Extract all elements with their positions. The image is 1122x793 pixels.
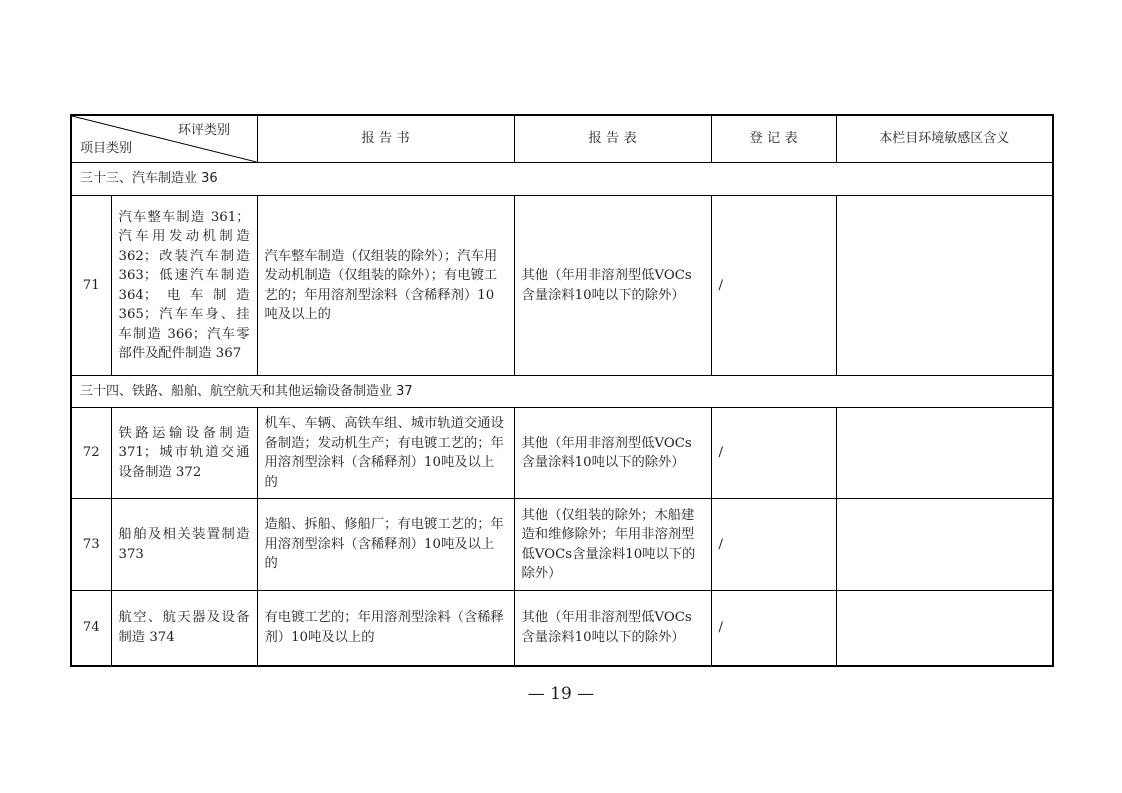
table-row [71,591,1053,666]
report-book-cell: 造船、拆船、修船厂；有电镀工艺的；年用溶剂型涂料（含稀释剂）10吨及以上的 [257,499,514,591]
environmental-assessment-category-table [70,114,1054,667]
table-header-row [71,115,1053,163]
column-header-registration-form: 登 记 表 [711,115,836,163]
column-header-sensitive-area: 本栏目环境敏感区含义 [836,115,1053,163]
section-heading: 三十四、铁路、船舶、航空航天和其他运输设备制造业 37 [71,376,1053,408]
registration-form-cell: / [711,196,836,376]
project-category-cell: 汽车整车制造 361；汽车用发动机制造 362；改装汽车制造 363；低速汽车制造 364；电车制造 365；汽车车身、挂车制造 366；汽车零部件及配件制造 367 [111,196,257,376]
report-form-cell: 其他（年用非溶剂型低VOCs含量涂料10吨以下的除外） [514,591,711,666]
row-number: 73 [71,499,111,591]
row-number: 72 [71,408,111,499]
project-category-cell: 船舶及相关装置制造 373 [111,499,257,591]
row-number: 71 [71,196,111,376]
row-number: 74 [71,591,111,666]
sensitive-area-cell [836,196,1053,376]
column-header-report-book: 报 告 书 [257,115,514,163]
report-form-cell: 其他（年用非溶剂型低VOCs含量涂料10吨以下的除外） [514,408,711,499]
page-number: — 19 — [527,684,595,704]
table-row [71,499,1053,591]
sensitive-area-cell [836,499,1053,591]
table-row [71,196,1053,376]
registration-form-cell: / [711,591,836,666]
registration-form-cell: / [711,408,836,499]
section-heading-row [71,376,1053,408]
diagonal-header-wrapper [72,116,257,162]
diagonal-header-cell [71,115,257,163]
sensitive-area-cell [836,408,1053,499]
report-book-cell: 汽车整车制造（仅组装的除外）；汽车用发动机制造（仅组装的除外）；有电镀工艺的；年用溶剂型涂料（含稀释剂）10吨及以上的 [257,196,514,376]
diagonal-header-bottom-label: 项目类别 [80,141,133,156]
diagonal-header-top-label: 环评类别 [178,123,231,138]
report-book-cell: 机车、车辆、高铁车组、城市轨道交通设备制造；发动机生产；有电镀工艺的；年用溶剂型涂料（含稀释剂）10吨及以上的 [257,408,514,499]
sensitive-area-cell [836,591,1053,666]
report-book-cell: 有电镀工艺的；年用溶剂型涂料（含稀释剂）10吨及以上的 [257,591,514,666]
registration-form-cell: / [711,499,836,591]
section-heading-row [71,163,1053,196]
project-category-cell: 航空、航天器及设备制造 374 [111,591,257,666]
column-header-report-form: 报 告 表 [514,115,711,163]
project-category-cell: 铁路运输设备制造 371；城市轨道交通设备制造 372 [111,408,257,499]
report-form-cell: 其他（仅组装的除外；木船建造和维修除外；年用非溶剂型低VOCs含量涂料10吨以下的除外） [514,499,711,591]
table-row [71,408,1053,499]
report-form-cell: 其他（年用非溶剂型低VOCs含量涂料10吨以下的除外） [514,196,711,376]
section-heading: 三十三、汽车制造业 36 [71,163,1053,196]
